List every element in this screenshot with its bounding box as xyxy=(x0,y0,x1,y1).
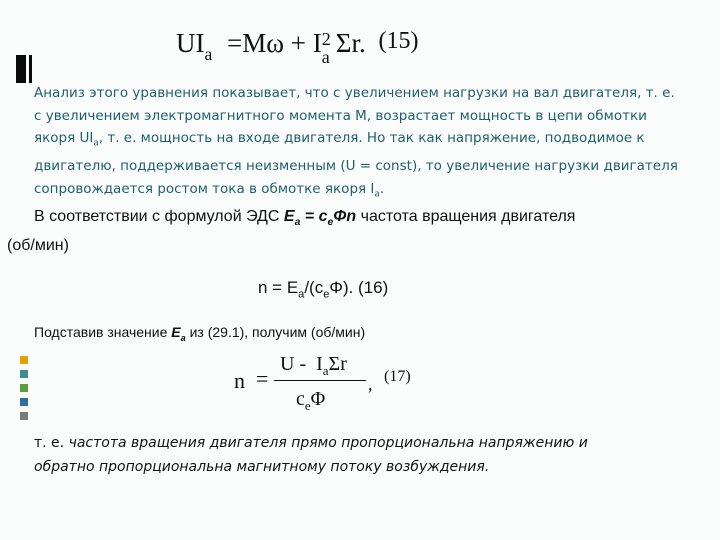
para1-line-2: с увеличением электромагнитного момента М, возрастает мощность в цепи обмотки xyxy=(34,107,647,124)
para2-c-sub: e xyxy=(327,217,334,229)
decor-square-orange xyxy=(20,356,28,364)
formula17-num-pre: U - I xyxy=(280,353,323,375)
formula17-lhs: n xyxy=(234,368,245,393)
para3-e: E xyxy=(171,324,181,340)
para1-l3-sub: a xyxy=(93,138,99,149)
formula15-plus: + xyxy=(290,28,307,58)
decor-square-green xyxy=(20,384,28,392)
formula17-eq: = xyxy=(256,366,269,391)
para1-l3-post: , т. е. мощность на входе двигателя. Но так как напряжение, подводимое к xyxy=(98,130,645,147)
formula16-pre: n = E xyxy=(258,278,299,297)
formula17-den-post: Φ xyxy=(310,388,326,410)
formula15-eq: = xyxy=(227,28,243,58)
decor-square-gray xyxy=(20,412,28,420)
formula15-i: I xyxy=(312,28,322,58)
para1-line-4: двигателю, поддерживается неизменным (U = const), то увеличение нагрузки двигателя xyxy=(34,158,678,175)
para3-post: из (29.1), получим (об/мин) xyxy=(185,324,366,340)
formula15-lhs-sub: a xyxy=(204,44,213,65)
para2-phi-n: Φn xyxy=(333,208,357,225)
para1-line-5 xyxy=(34,178,714,206)
formula17-den-pre: c xyxy=(296,388,305,410)
decor-bar-thin xyxy=(29,55,32,83)
formula17-comma: , xyxy=(368,374,373,394)
para2-pre: В соответствии с формулой ЭДС xyxy=(34,208,284,225)
formula15-sum: Σr. xyxy=(335,28,366,58)
formula17-den-sub: e xyxy=(304,398,311,413)
para1-l3-pre: якоря UI xyxy=(34,130,94,147)
para4-line-2 xyxy=(34,455,704,479)
para3-e-sub: a xyxy=(180,332,186,343)
para2-post: частота вращения двигателя xyxy=(356,208,576,225)
para1-line-1: Анализ этого уравнения показывает, что с увеличением нагрузки на вал двигателя, т. е. xyxy=(34,85,675,101)
para4-line1-italic: частота вращения двигателя прямо пропорциональна напряжению и xyxy=(68,435,588,451)
para2-e-sub: a xyxy=(294,217,301,229)
para4-line2-italic: обратно пропорциональна магнитному потоку возбуждения. xyxy=(34,459,490,475)
paragraph-conclusion xyxy=(34,431,704,479)
formula15-lhs: UI xyxy=(176,28,205,58)
paragraph-emf-formula xyxy=(34,208,575,228)
para4-pre: т. е. xyxy=(34,435,69,451)
formula17-num-post: Σr xyxy=(328,353,347,375)
formula16-sub-a: a xyxy=(298,288,305,301)
formula17-number: (17) xyxy=(384,368,411,385)
formula15-i-sup: 2 xyxy=(321,29,331,49)
formula17-numerator xyxy=(280,353,347,379)
formula15-i-sub: a xyxy=(321,47,330,67)
formula17-denominator xyxy=(296,388,325,414)
formula-16 xyxy=(258,278,388,300)
formula17-num-sub: a xyxy=(322,363,329,378)
para1-line-3 xyxy=(34,127,714,155)
formula16-post: Φ). (16) xyxy=(329,278,389,297)
para2-units: (об/мин) xyxy=(7,237,69,254)
formula-15 xyxy=(176,28,418,67)
para3-pre: Подставив значение xyxy=(34,324,172,340)
para1-l5-sub: a xyxy=(374,189,380,200)
paragraph-analysis xyxy=(34,82,714,206)
formula17-fraction-line xyxy=(274,380,366,381)
formula15-number: (15) xyxy=(378,28,419,54)
paragraph-substitution xyxy=(34,324,365,343)
para1-l5-pre: сопровождается ростом тока в обмотке якоря I xyxy=(34,181,375,198)
para2-eq: = c xyxy=(300,208,328,225)
formula16-sub-e: e xyxy=(323,288,330,301)
para4-line-1 xyxy=(34,431,704,455)
formula16-mid: /(c xyxy=(304,278,324,297)
para1-l5-post: . xyxy=(379,181,385,198)
decor-bar-large xyxy=(16,55,26,83)
decor-square-teal xyxy=(20,370,28,378)
para2-e: E xyxy=(283,208,295,225)
formula15-m: Mω xyxy=(242,28,285,58)
decor-square-blue xyxy=(20,398,28,406)
